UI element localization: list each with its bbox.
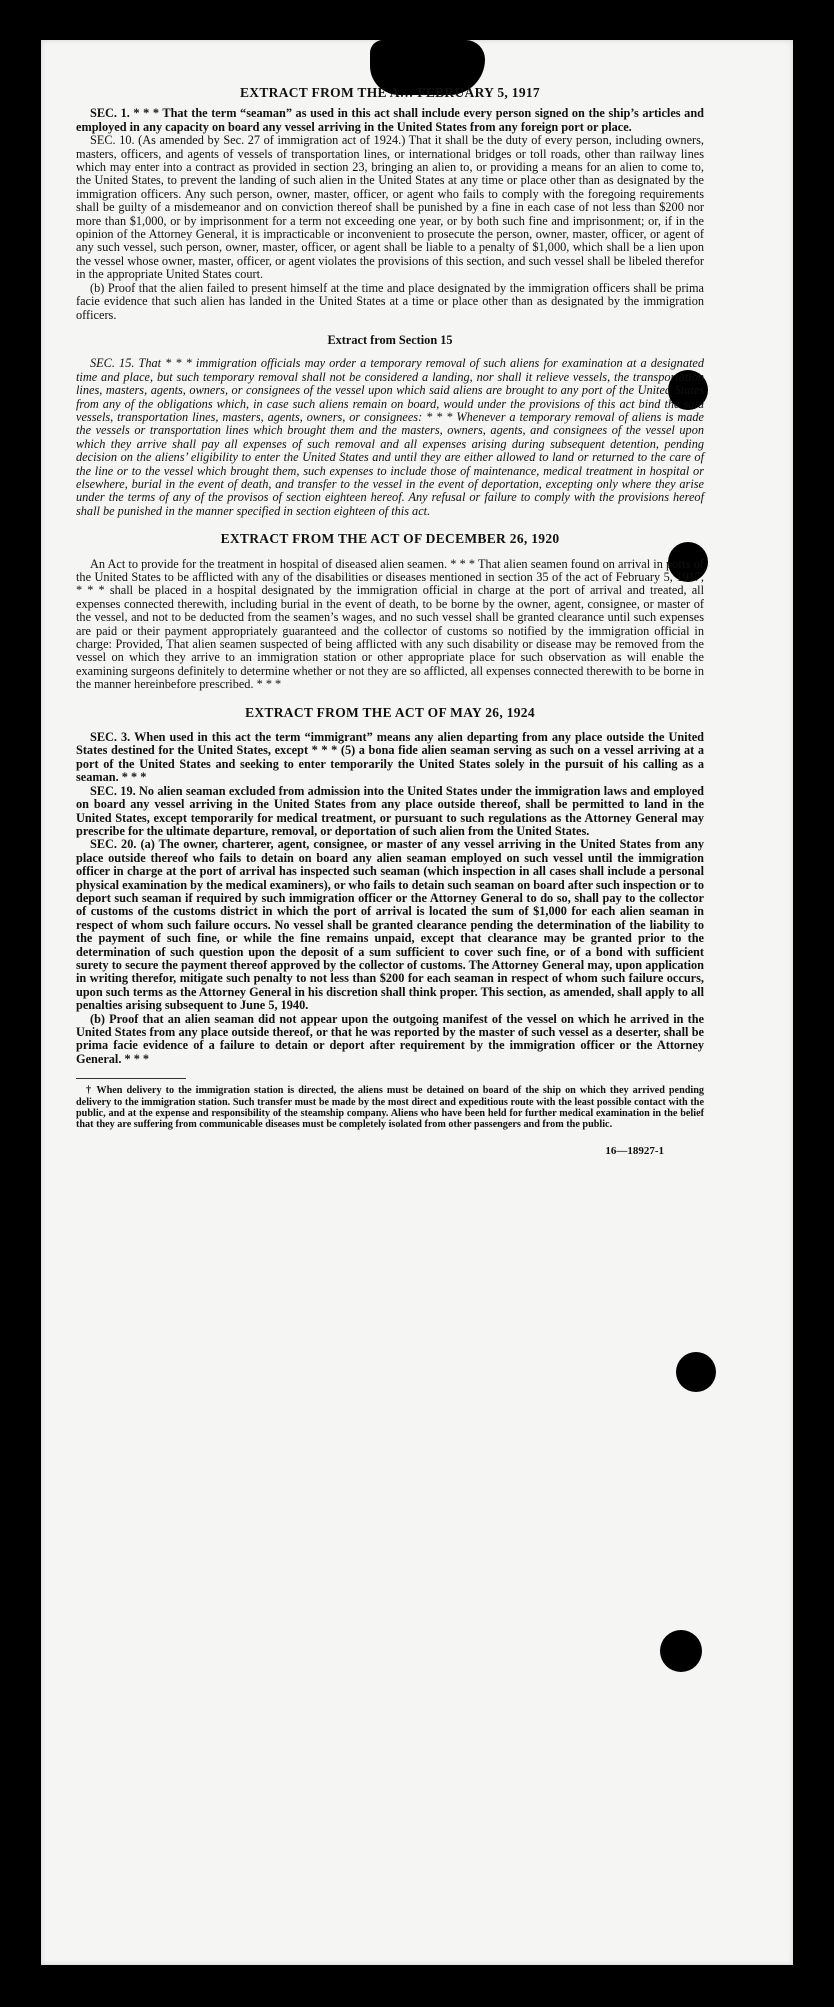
heading-section-15: Extract from Section 15 bbox=[327, 332, 453, 347]
punch-hole-4 bbox=[660, 1630, 702, 1672]
act-1920-text: An Act to provide for the treatment in hospital of diseased alien seamen. * * * That alien seamen found on arrival in ports of the United States to be afflicted with any of the disabilities or diseases mentioned in section 35 of the act of February 5, 1917, * * * shall be placed in a hospital designated by the immigration official in charge at the port of arrival and treated, all expenses connected therewith, including burial in the event of death, to be borne by the owner, agent, consignee, or master of the vessel, and not to be deducted from the seamen’s wages, and no such vessel shall be granted clearance until such expenses are paid or their payment appropriately guaranteed and the collector of customs so notified by the immigration official in charge: Provided, That alien seamen suspected of being afflicted with any such disability or disease may be removed from the vessel on which they arrive to an immigration station or other appropriate place for such observation as will enable the examining surgeons definitely to determine whether or not they are so afflicted, all expenses connected therewith to be borne in the manner hereinbefore prescribed. * * * bbox=[76, 556, 704, 692]
footnote-divider bbox=[76, 1078, 186, 1079]
form-number: 16—18927-1 bbox=[605, 1144, 664, 1157]
heading-act-1917: EXTRACT FROM THE A… FEBRUARY 5, 1917 bbox=[240, 85, 540, 100]
section-20-text: SEC. 20. (a) The owner, charterer, agent, consignee, or master of any vessel arriving in the United States from any place outside thereof who fails to detain on board any alien seaman employed on such vessel until the immigration officer in charge at the port of arrival has inspected such seaman (which inspection in all cases shall include a personal physical examination by the medical examiners), or who fails to detain such seaman on board after such inspection or to deport such seaman if required by such immigration officer or the Attorney General to do so, shall pay to the collector of customs of the customs district in which the port of arrival is located the sum of $1,000 for each alien seaman in respect of whom such failure occurs. No vessel shall be granted clearance pending the determination of the liability to the payment of such fine, or while the fine remains unpaid, except that clearance may be granted prior to the determination of such question upon the deposit of a sum sufficient to cover such fine, or of a bond with sufficient surety to secure the payment thereof approved by the collector of customs. The Attorney General may, upon application in writing therefor, mitigate such penalty to not less than $200 for each seaman in respect of whom such failure occurs, upon such terms as the Attorney General in his discretion shall think proper. This section, as amended, shall apply to all penalties arising subsequent to June 5, 1940. bbox=[76, 837, 704, 1013]
section-15-text: SEC. 15. That * * * immigration officials may order a temporary removal of such aliens for examination at a designated time and place, but such temporary removal shall not be considered a landing, nor shall it relieve vessels, the transportation lines, masters, agents, owners, or consignees of the vessel upon which said aliens are brought to any port of the United States from any of the obligations which, in case such aliens remain on board, would under the provisions of this act bind the said vessels, transportation lines, masters, agents, owners, or consignees: * * * Whenever a temporary removal of aliens is made the vessels or transportation lines which brought them and the masters, owners, agents, and consignees of the vessel upon which they arrive shall pay all expenses of such removal and all expenses arising during subsequent detention, pending decision on the aliens’ eligibility to enter the United States and until they are either allowed to land or returned to the care of the line or to the vessel which brought them, such expenses to include those of maintenance, medical treatment in hospital or elsewhere, burial in the event of death, and transfer to the vessel in the event of deportation, excepting only where they arise under the terms of any of the provisos of section eighteen hereof. Any refusal or failure to comply with the provisions hereof shall be punished in the manner specified in section eighteen of this act. bbox=[76, 356, 704, 518]
section-10-text: SEC. 10. (As amended by Sec. 27 of immigration act of 1924.) That it shall be the duty of every person, including owners, masters, officers, and agents of vessels of transportation lines, or international bridges or toll roads, other than railway lines which may enter into a contract as provided in section 23, bringing an alien to, or providing a means for an alien to come to, the United States, to prevent the landing of such alien in the United States at any time or place other than as designated by the immigration officers. Any such person, owner, master, officer, or agent who fails to comply with the foregoing requirements shall be guilty of a misdemeanor and on conviction thereof shall be punished by a fine in each case of not less than $200 nor more than $1,000, or by imprisonment for a term not exceeding one year, or by both such fine and imprisonment; or, if in the opinion of the Attorney General, it is impracticable or inconvenient to prosecute the person, owner, master, officer, or agent of any such vessel, such person, owner, master, officer, or agent shall be liable to a penalty of $1,000, which shall be a lien upon the vessel whose owner, master, officer, or agent violates the provisions of this section, and such vessel shall be libeled therefor in the appropriate United States court. bbox=[76, 133, 704, 282]
section-1-text: SEC. 1. * * * That the term “seaman” as used in this act shall include every person signed on the ship’s articles and employed in any capacity on board any vessel arriving in the United States from any foreign port or place. bbox=[76, 106, 704, 134]
section-10b-text: (b) Proof that the alien failed to present himself at the time and place designated by the immigration officers shall be prima facie evidence that such alien has landed in the United States at a time or place other than as designated by the immigration officers. bbox=[76, 280, 704, 322]
punch-hole-3 bbox=[676, 1352, 716, 1392]
document-body bbox=[76, 86, 704, 1158]
heading-act-1924: EXTRACT FROM THE ACT OF MAY 26, 1924 bbox=[245, 704, 535, 720]
section-19-text: SEC. 19. No alien seaman excluded from admission into the United States under the immigration laws and employed on board any vessel arriving in the United States from any place outside thereof, shall be permitted to land in the United States, except temporarily for medical treatment, or pursuant to such regulations as the Attorney General may prescribe for the ultimate departure, removal, or deportation of such alien from the United States. bbox=[76, 783, 704, 838]
section-3-text: SEC. 3. When used in this act the term “immigrant” means any alien departing from any place outside the United States destined for the United States, except * * * (5) a bona fide alien seaman serving as such on a vessel arriving at a port of the United States and seeking to enter temporarily the United States solely in the pursuit of his calling as a seaman. * * * bbox=[76, 730, 704, 785]
heading-act-1920: EXTRACT FROM THE ACT OF DECEMBER 26, 1920 bbox=[220, 531, 560, 547]
section-20b-text: (b) Proof that an alien seaman did not appear upon the outgoing manifest of the vessel on which he arrived in the United States from any place outside thereof, or that he was reported by the master of such vessel as a deserter, shall be prima facie evidence of a failure to detain or deport after requirement by the immigration officer or the Attorney General. * * * bbox=[76, 1011, 704, 1066]
footnote-text: † When delivery to the immigration station is directed, the aliens must be detained on board of the ship on which they arrived pending delivery to the immigration station. Such transfer must be made by the most direct and expeditious route with the least possible contact with the public, and at the expense and responsibility of the steamship company. Aliens who have been held for further medical examination in the belief that they are suffering from communicable diseases must be completely isolated from other passengers and from the public. bbox=[76, 1085, 704, 1131]
